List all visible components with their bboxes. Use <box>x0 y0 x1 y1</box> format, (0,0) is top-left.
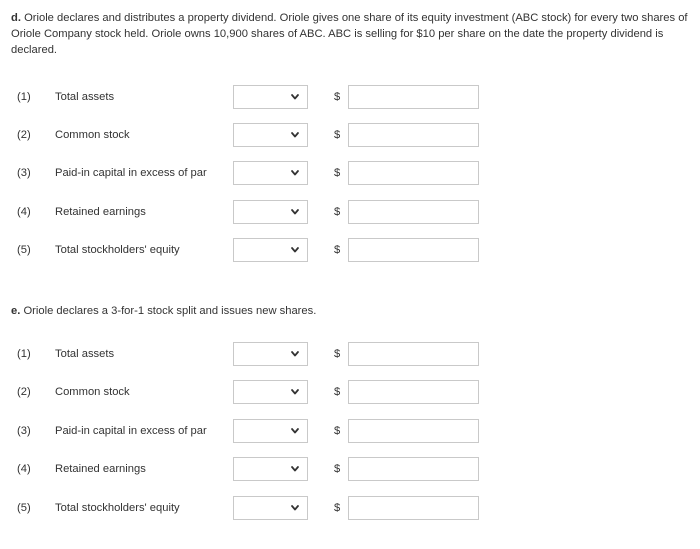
part-e-text: Oriole declares a 3-for-1 stock split and issues new shares. <box>23 305 317 317</box>
answer-row-qe-4 <box>0 457 700 483</box>
row-label: Retained earnings <box>55 463 146 475</box>
row-number: (3) <box>17 167 31 179</box>
part-d-prompt <box>11 10 693 58</box>
row-label: Total assets <box>55 91 115 103</box>
row-label: Common stock <box>55 386 130 398</box>
row-label: Paid-in capital in excess of par <box>55 425 207 437</box>
chevron-down-icon <box>290 425 300 437</box>
part-e-heading: e. <box>11 305 21 317</box>
row-number: (4) <box>17 463 31 475</box>
part-e-prompt <box>11 303 316 319</box>
answer-row-qe-2 <box>0 380 700 406</box>
amount-input[interactable] <box>348 419 479 443</box>
amount-input[interactable] <box>348 496 479 520</box>
row-label: Paid-in capital in excess of par <box>55 167 207 179</box>
amount-input[interactable] <box>348 200 479 224</box>
amount-input[interactable] <box>348 342 479 366</box>
effect-dropdown[interactable] <box>233 161 308 185</box>
row-number: (4) <box>17 206 31 218</box>
row-number: (2) <box>17 129 31 141</box>
row-number: (1) <box>17 91 31 103</box>
currency-symbol: $ <box>334 463 341 475</box>
effect-dropdown[interactable] <box>233 200 308 224</box>
currency-symbol: $ <box>334 91 341 103</box>
part-d-text: Oriole declares and distributes a property dividend. Oriole gives one share of its equity investment (ABC stock) for every two shares of Oriole Company stock held. Oriole owns 10,900 shares of ABC. ABC is selling for $10 per share on the date the property dividend is declared. <box>11 12 688 56</box>
effect-dropdown[interactable] <box>233 419 308 443</box>
effect-dropdown[interactable] <box>233 342 308 366</box>
effect-dropdown[interactable] <box>233 85 308 109</box>
amount-input[interactable] <box>348 238 479 262</box>
currency-symbol: $ <box>334 386 341 398</box>
row-label: Common stock <box>55 129 130 141</box>
chevron-down-icon <box>290 206 300 218</box>
amount-input[interactable] <box>348 380 479 404</box>
effect-dropdown[interactable] <box>233 123 308 147</box>
answer-row-qe-3 <box>0 419 700 445</box>
effect-dropdown[interactable] <box>233 457 308 481</box>
amount-input[interactable] <box>348 161 479 185</box>
currency-symbol: $ <box>334 244 341 256</box>
chevron-down-icon <box>290 167 300 179</box>
chevron-down-icon <box>290 91 300 103</box>
row-number: (1) <box>17 348 31 360</box>
chevron-down-icon <box>290 129 300 141</box>
currency-symbol: $ <box>334 206 341 218</box>
currency-symbol: $ <box>334 167 341 179</box>
amount-input[interactable] <box>348 123 479 147</box>
chevron-down-icon <box>290 502 300 514</box>
row-number: (3) <box>17 425 31 437</box>
effect-dropdown[interactable] <box>233 380 308 404</box>
row-number: (2) <box>17 386 31 398</box>
answer-row-qe-5 <box>0 496 700 522</box>
row-label: Total stockholders' equity <box>55 502 180 514</box>
answer-row-qd-4 <box>0 200 700 226</box>
effect-dropdown[interactable] <box>233 238 308 262</box>
part-d-heading: d. <box>11 12 21 24</box>
chevron-down-icon <box>290 244 300 256</box>
answer-row-qd-3 <box>0 161 700 187</box>
currency-symbol: $ <box>334 129 341 141</box>
answer-row-qe-1 <box>0 342 700 368</box>
answer-row-qd-2 <box>0 123 700 149</box>
amount-input[interactable] <box>348 457 479 481</box>
answer-row-qd-5 <box>0 238 700 264</box>
chevron-down-icon <box>290 463 300 475</box>
currency-symbol: $ <box>334 348 341 360</box>
row-label: Retained earnings <box>55 206 146 218</box>
row-number: (5) <box>17 502 31 514</box>
currency-symbol: $ <box>334 502 341 514</box>
row-label: Total assets <box>55 348 115 360</box>
row-number: (5) <box>17 244 31 256</box>
answer-row-qd-1 <box>0 85 700 111</box>
currency-symbol: $ <box>334 425 341 437</box>
row-label: Total stockholders' equity <box>55 244 180 256</box>
chevron-down-icon <box>290 348 300 360</box>
chevron-down-icon <box>290 386 300 398</box>
effect-dropdown[interactable] <box>233 496 308 520</box>
amount-input[interactable] <box>348 85 479 109</box>
